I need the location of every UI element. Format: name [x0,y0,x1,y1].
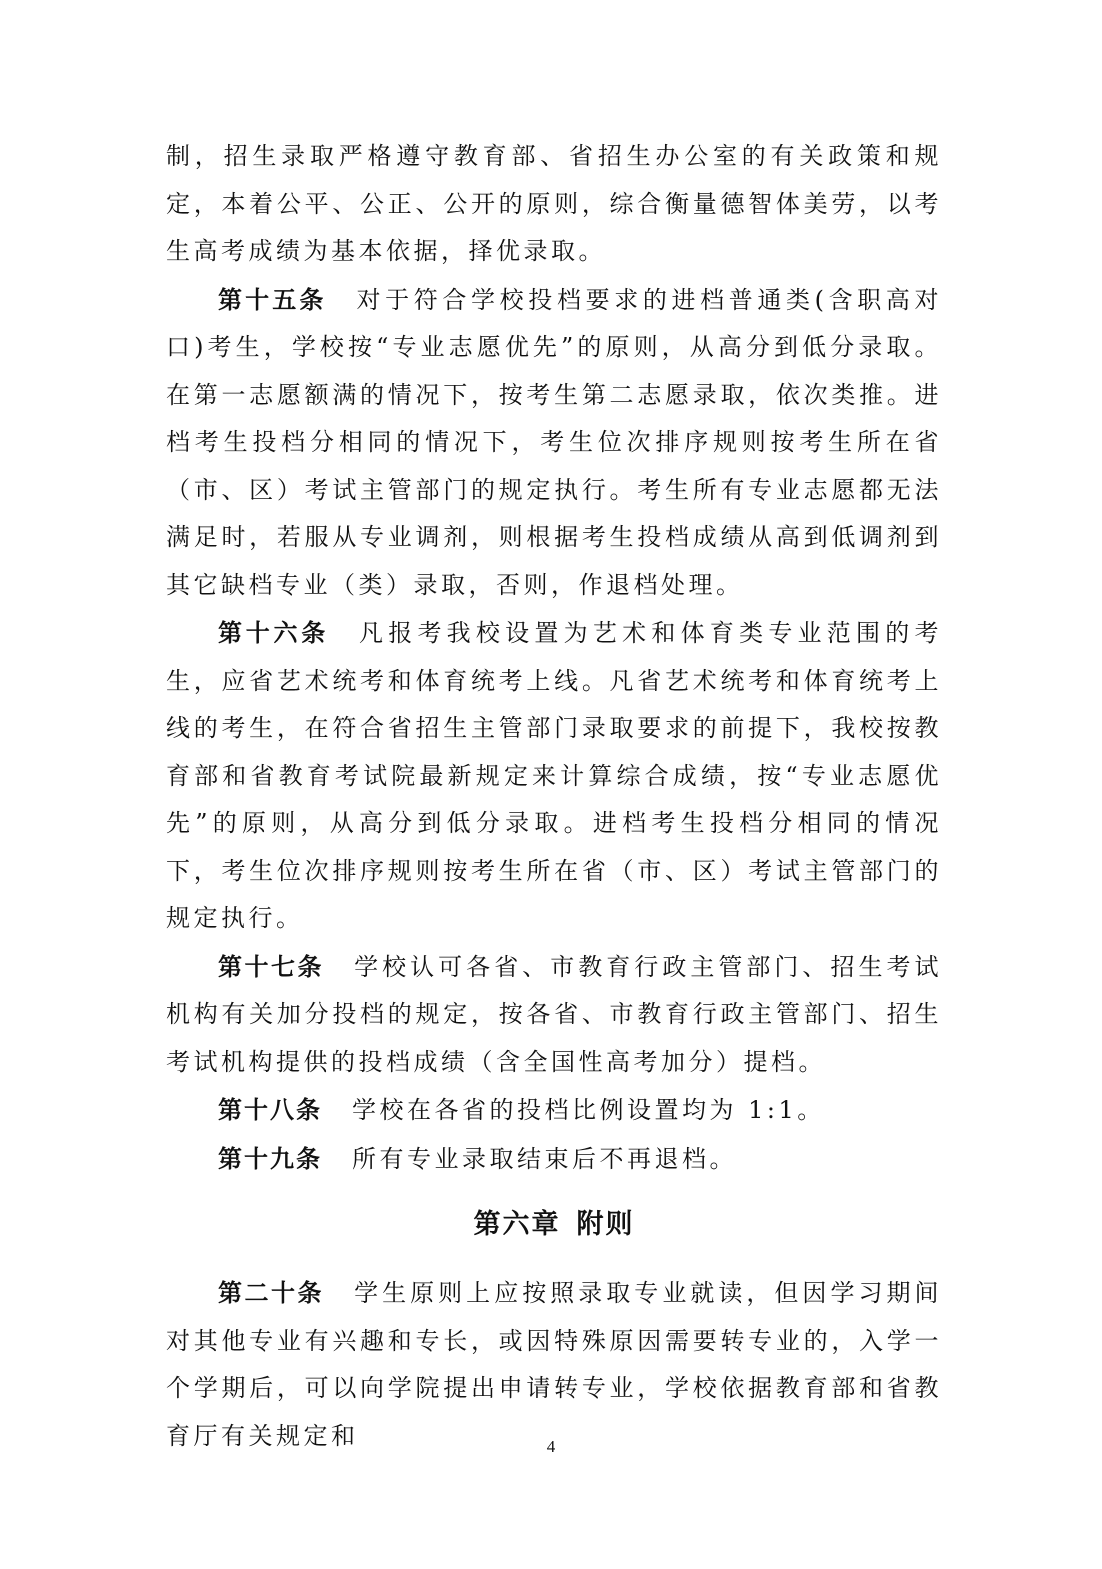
chapter-number: 第六章 [473,1209,561,1240]
article-number: 第十九条 [218,1143,322,1173]
article-number: 第二十条 [218,1278,325,1307]
article-text: 学生原则上应按照录取专业就读，但因学习期间对其他专业有兴趣和专长，或因特殊原因需要转专业的，入学一个学期后，可以向学院提出申请转专业，学校依据教育部和省教育厅有关规定和 [166,1279,943,1450]
article-text: 学校在各省的投档比例设置均为 1:1。 [352,1096,825,1124]
article-number: 第十六条 [218,618,329,647]
page-content [166,133,942,1460]
article-text: 凡报考我校设置为艺术和体育类专业范围的考生，应省艺术统考和体育统考上线。凡省艺术统考和体育统考上线的考生，在符合省招生主管部门录取要求的前提下，我校按教育部和省教育考试院最新规定来计算综合成绩，按“专业志愿优先”的原则，从高分到低分录取。进档考生投档分相同的情况下，考生位次排序规则按考生所在省（市、区）考试主管部门的规定执行。 [166,619,943,932]
page-number: 4 [546,1437,556,1456]
article-text: 对于符合学校投档要求的进档普通类(含职高对口)考生，学校按“专业志愿优先”的原则，从高分到低分录取。在第一志愿额满的情况下，按考生第二志愿录取，依次类推。进档考生投档分相同的情况下，考生位次排序规则按考生所在省（市、区）考试主管部门的规定执行。考生所有专业志愿都无法满足时，若服从专业调剂，则根据考生投档成绩从高到低调剂到其它缺档专业（类）录取，否则，作退档处理。 [166,285,942,599]
article-15 [166,276,942,610]
article-16 [166,609,942,943]
paragraph-continuation [166,133,942,276]
article-text: 学校认可各省、市教育行政主管部门、招生考试机构有关加分投档的规定，按各省、市教育行政主管部门、招生考试机构提供的投档成绩（含全国性高考加分）提档。 [166,952,943,1076]
article-19 [166,1135,942,1184]
chapter-heading [166,1201,942,1249]
article-number: 第十五条 [218,284,327,314]
article-number: 第十七条 [218,951,325,981]
article-20 [166,1269,942,1460]
article-18 [166,1086,942,1135]
paragraph-text: 制，招生录取严格遵守教育部、省招生办公室的有关政策和规定，本着公平、公正、公开的原则，综合衡量德智体美劳，以考生高考成绩为基本依据，择优录取。 [166,142,942,265]
article-17 [166,943,942,1087]
article-number: 第十八条 [218,1095,322,1124]
chapter-title: 附则 [576,1209,635,1240]
article-text: 所有专业录取结束后不再退档。 [352,1144,737,1173]
